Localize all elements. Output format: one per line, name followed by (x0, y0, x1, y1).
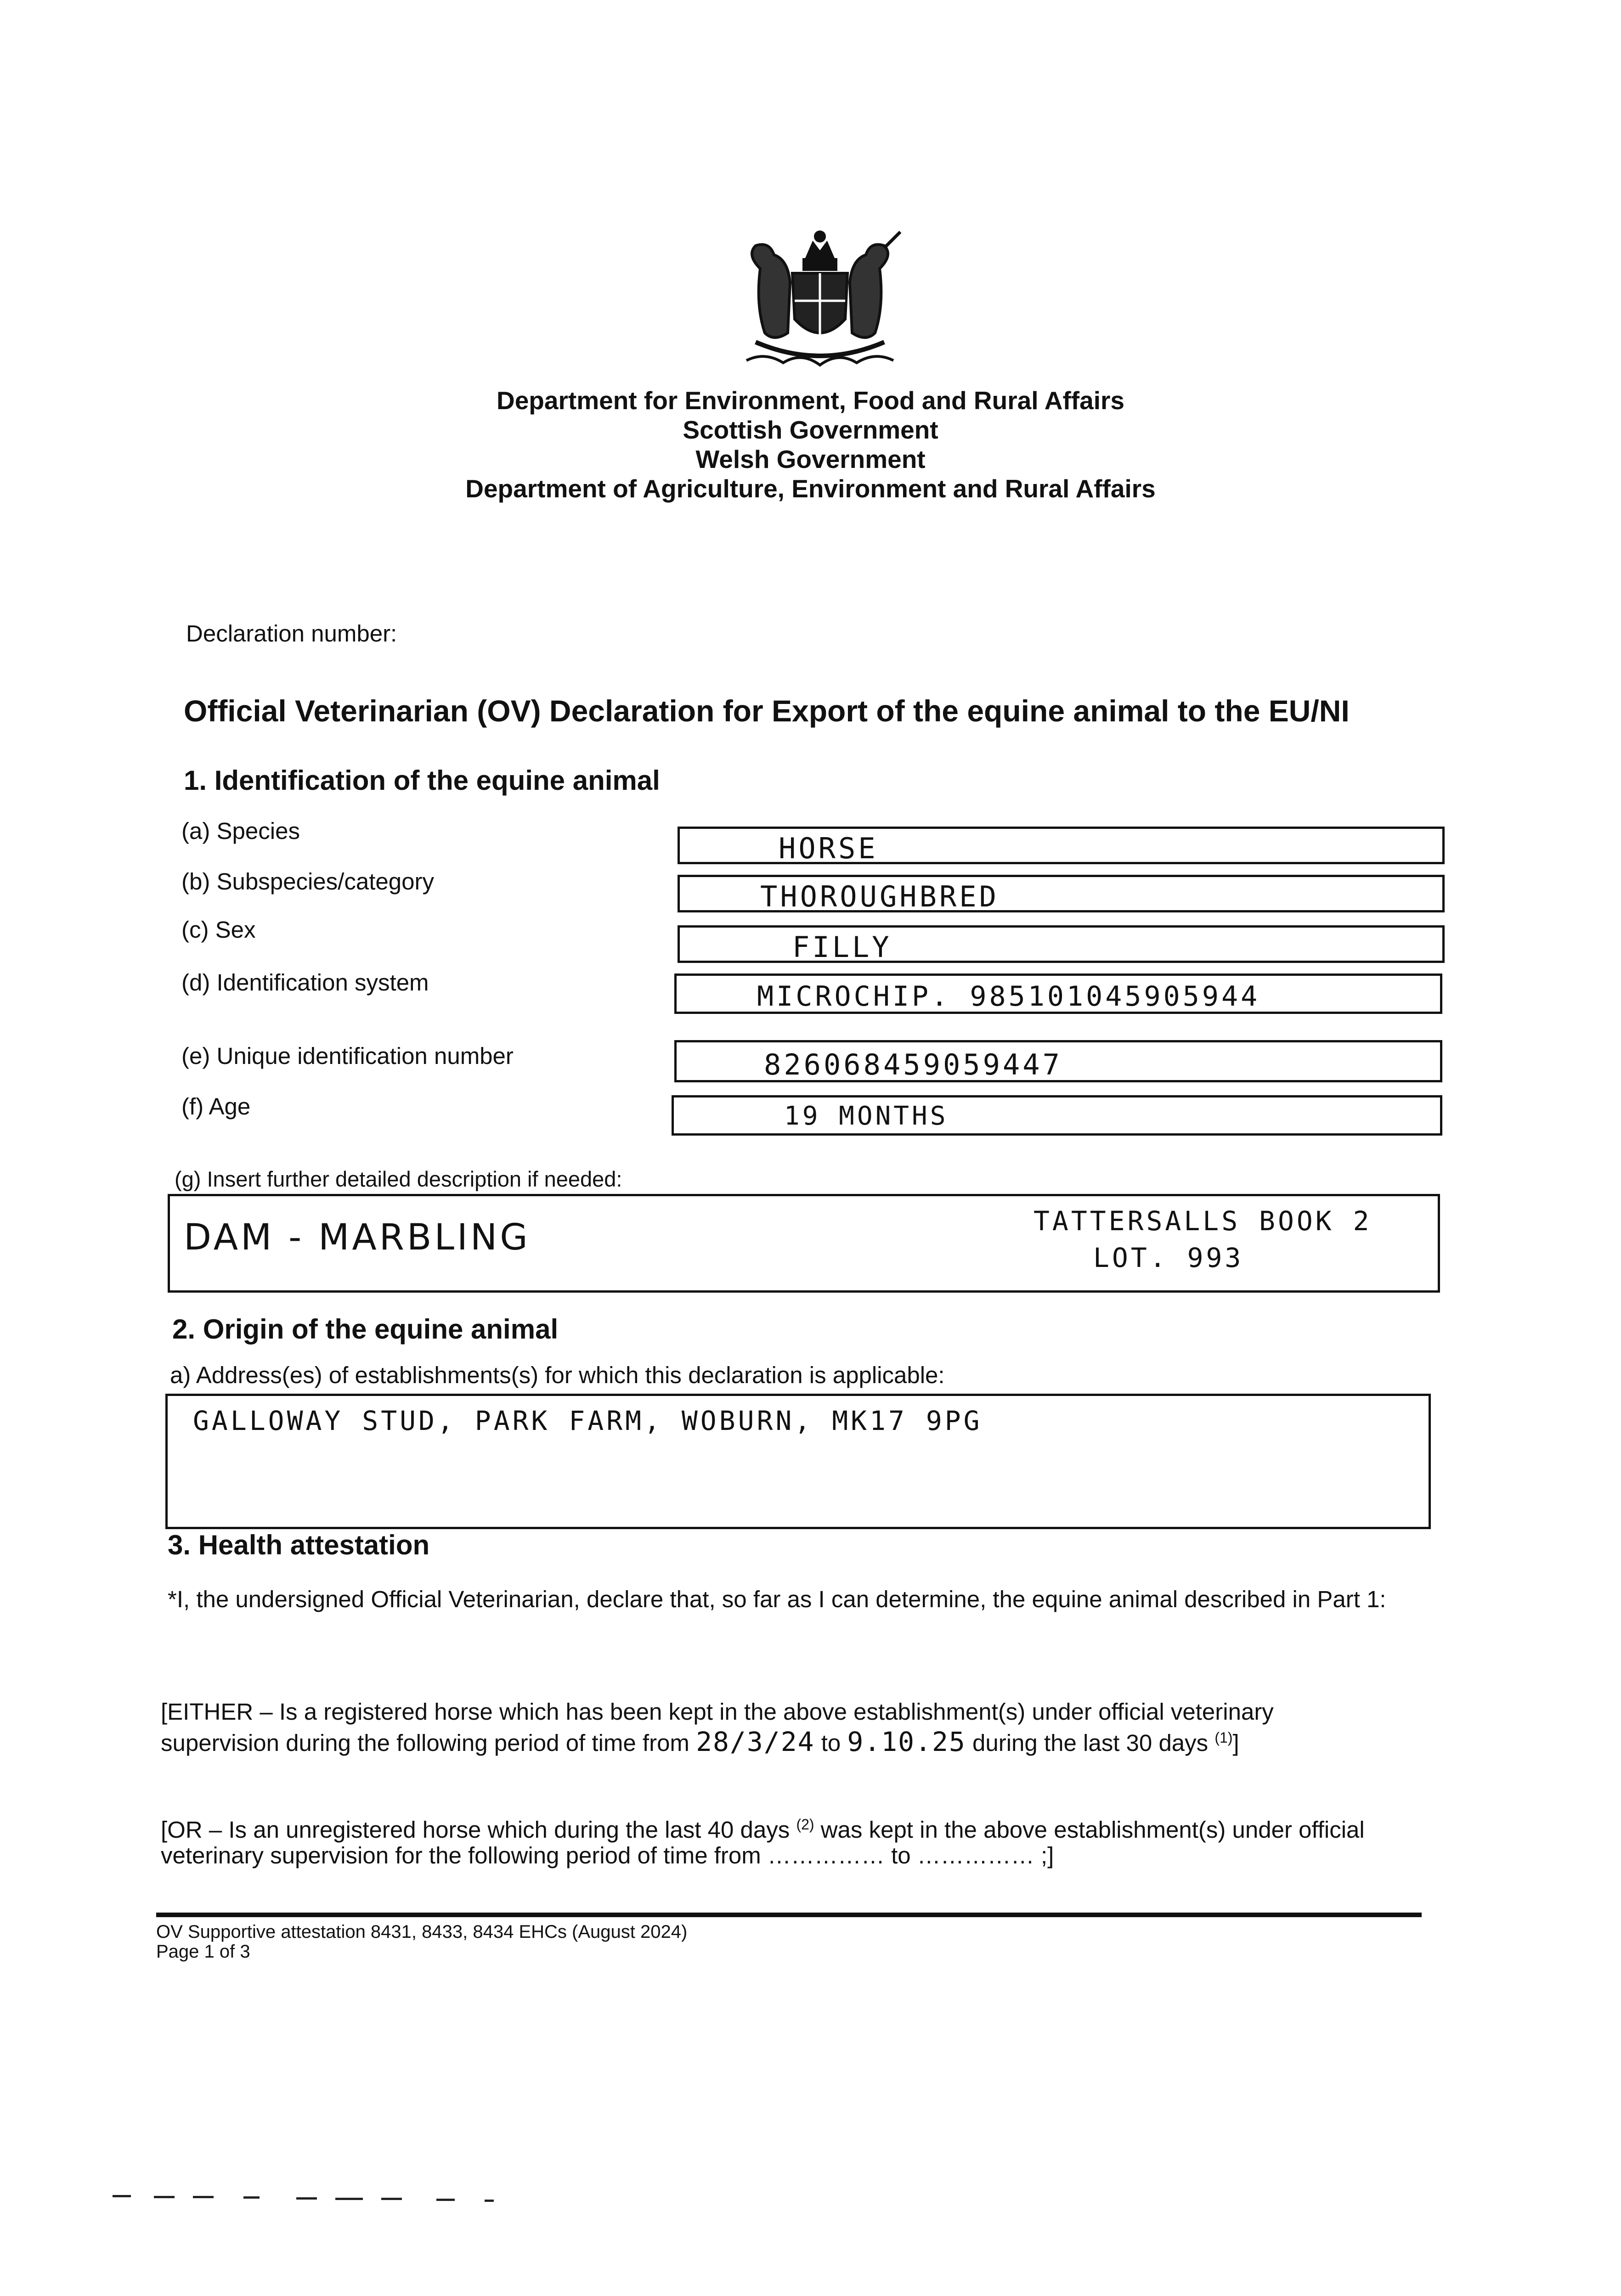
scan-artifact-dash (154, 2196, 175, 2198)
further-description-left-value: DAM - MARBLING (184, 1217, 531, 1258)
scan-artifact-dash (243, 2196, 260, 2199)
section-3-heading: 3. Health attestation (168, 1530, 430, 1560)
further-description-field[interactable] (168, 1194, 1440, 1293)
or-clause-text: [OR – Is an unregistered horse which during the last 40 days (161, 1817, 796, 1843)
sex-field[interactable] (678, 925, 1445, 963)
either-clause-text: supervision during the following period of time from (161, 1730, 696, 1756)
or-clause-text-2: was kept in the above establishment(s) under official (814, 1817, 1365, 1843)
either-close-bracket: ] (1232, 1730, 1239, 1756)
field-label-unique-identification-number: (e) Unique identification number (181, 1043, 514, 1069)
either-period-text: during the last 30 days (966, 1730, 1215, 1756)
scan-artifact-dash (296, 2197, 317, 2200)
footnote-ref-2: (2) (796, 1816, 814, 1833)
age-field[interactable] (672, 1095, 1442, 1136)
age-value: 19 MONTHS (784, 1101, 949, 1131)
section-1-heading: 1. Identification of the equine animal (184, 765, 660, 796)
royal-coat-of-arms-logo (728, 227, 912, 379)
department-line-daera: Department of Agriculture, Environment and Rural Affairs (465, 474, 1156, 503)
either-clause (161, 1699, 1447, 1756)
department-line-defra: Department for Environment, Food and Rural Affairs (497, 386, 1124, 415)
scan-artifact-dash (485, 2200, 494, 2202)
either-clause-line1: [EITHER – Is a registered horse which has been kept in the above establishment(s) under official veterinary (161, 1699, 1274, 1725)
establishment-address-label: a) Address(es) of establishments(s) for which this declaration is applicable: (170, 1362, 945, 1388)
scan-artifact-dash (335, 2198, 363, 2200)
either-from-date: 28/3/24 (696, 1726, 815, 1757)
identification-system-field[interactable] (674, 974, 1442, 1014)
either-to-text: to (814, 1730, 847, 1756)
field-label-sex: (c) Sex (181, 917, 256, 943)
unique-identification-number-value: 826068459059447 (764, 1048, 1062, 1081)
department-line-welsh-government: Welsh Government (695, 445, 926, 473)
page-title: Official Veterinarian (OV) Declaration for Export of the equine animal to the EU/NI (184, 694, 1350, 728)
subspecies-field[interactable] (678, 875, 1445, 912)
field-label-further-description: (g) Insert further detailed description if needed: (175, 1167, 622, 1191)
declaration-number-label: Declaration number: (186, 620, 397, 647)
or-clause (161, 1812, 1447, 1868)
field-label-species: (a) Species (181, 818, 300, 844)
species-value: HORSE (779, 832, 878, 865)
section-2-heading: 2. Origin of the equine animal (172, 1314, 559, 1345)
further-description-right-line1: TATTERSALLS BOOK 2 (1034, 1205, 1372, 1237)
scan-artifact-dash (193, 2196, 214, 2198)
establishment-address-field[interactable] (165, 1394, 1431, 1529)
unique-identification-number-field[interactable] (674, 1040, 1442, 1082)
footnote-ref-1: (1) (1214, 1729, 1233, 1746)
footer-reference: OV Supportive attestation 8431, 8433, 8434 EHCs (August 2024) (156, 1922, 688, 1942)
scan-artifact-dash (113, 2195, 131, 2197)
field-label-identification-system: (d) Identification system (181, 969, 429, 996)
page-number: Page 1 of 3 (156, 1941, 250, 1962)
or-clause-line1 (161, 1812, 1447, 1843)
either-clause-line2 (161, 1725, 1447, 1756)
identification-system-value: MICROCHIP. 985101045905944 (757, 980, 1260, 1013)
scan-artifact-dash (436, 2199, 455, 2201)
scan-artifact-dash (381, 2198, 402, 2200)
further-description-right-line2: LOT. 993 (1093, 1242, 1244, 1273)
footer-rule (156, 1913, 1422, 1917)
field-label-subspecies: (b) Subspecies/category (181, 868, 434, 895)
either-to-date: 9.10.25 (847, 1726, 966, 1757)
health-attestation-intro: *I, the undersigned Official Veterinarian, declare that, so far as I can determine, the equine animal described in Part 1: (168, 1586, 1386, 1612)
department-line-scottish-government: Scottish Government (683, 416, 938, 444)
species-field[interactable] (678, 827, 1445, 864)
subspecies-value: THOROUGHBRED (760, 880, 999, 913)
sex-value: FILLY (792, 930, 892, 964)
field-label-age: (f) Age (181, 1093, 251, 1120)
or-clause-line2: veterinary supervision for the following period of time from …………… to …………… ;] (161, 1842, 1054, 1868)
establishment-address-value: GALLOWAY STUD, PARK FARM, WOBURN, MK17 9PG (193, 1405, 983, 1436)
